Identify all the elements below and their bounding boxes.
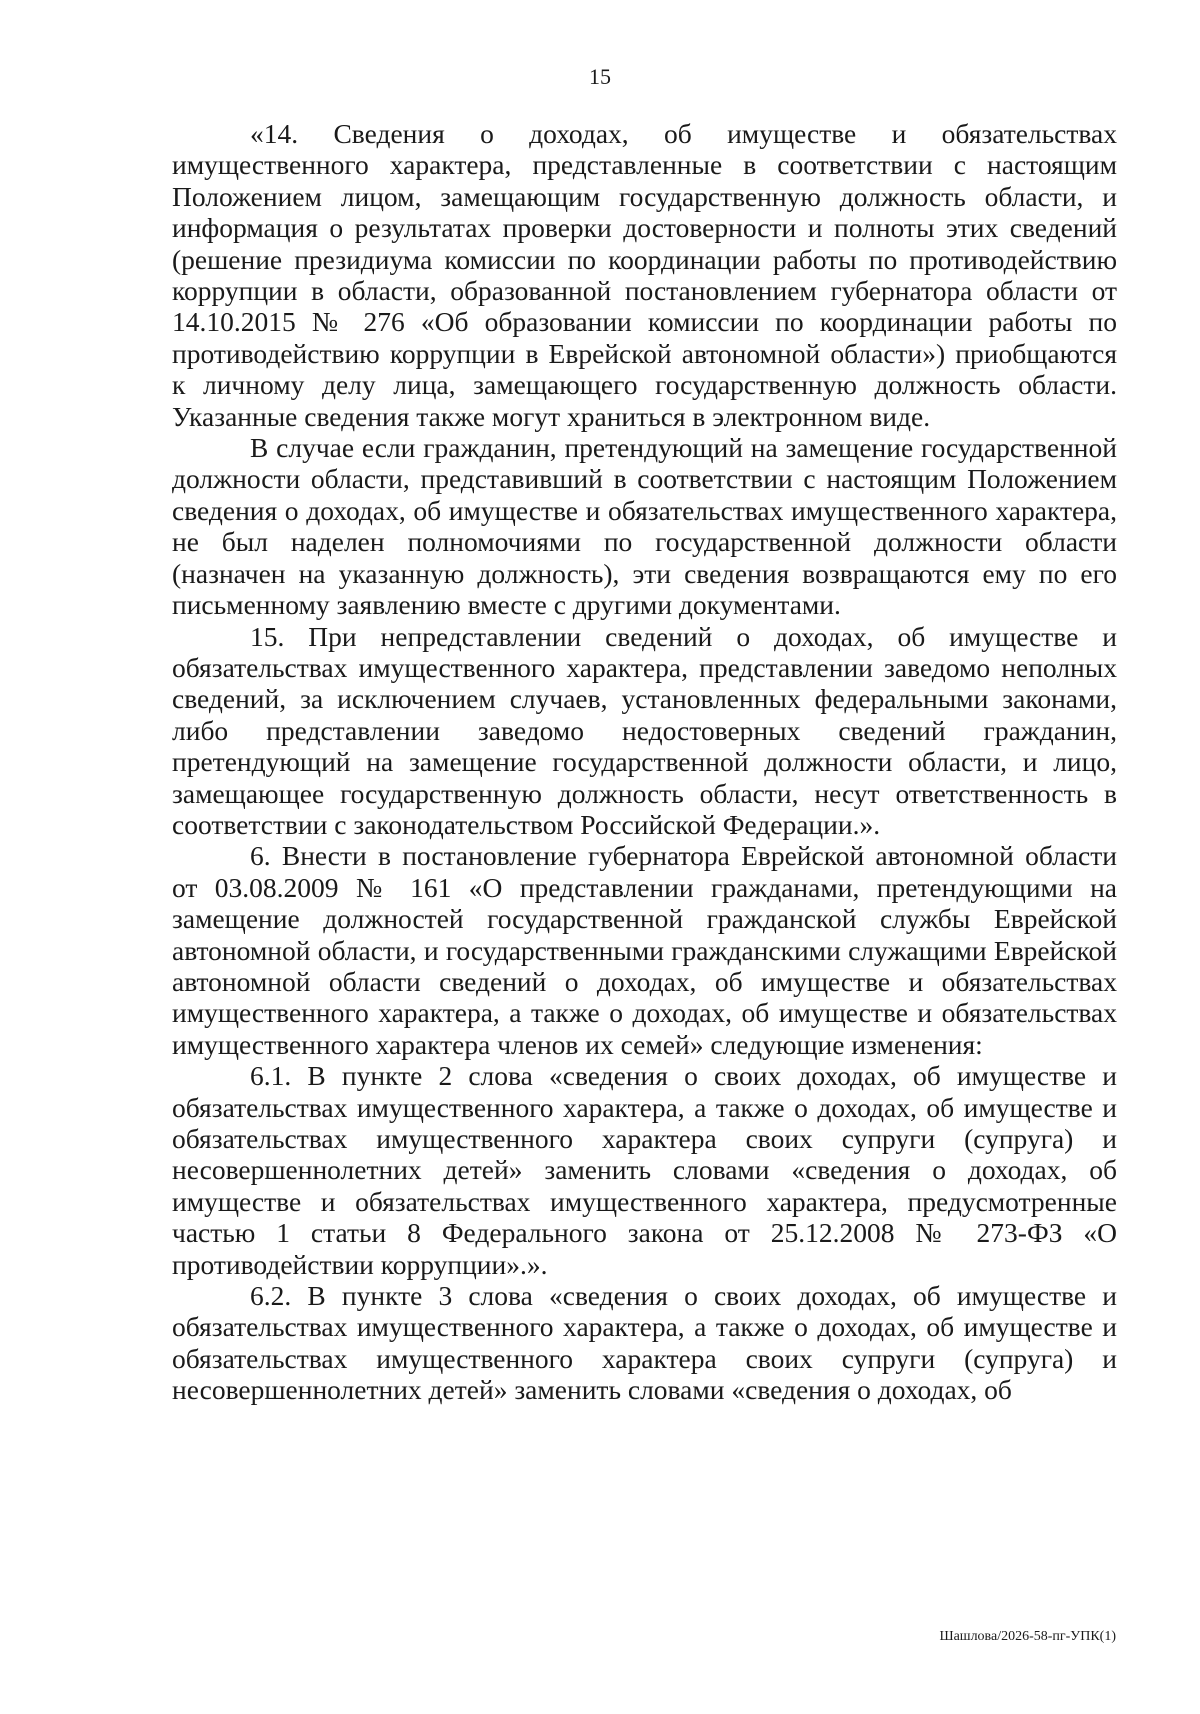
paragraph-return-of-documents: В случае если гражданин, претендующий на замещение государственной должности области, представивший в соответствии с настоящим Положением сведения о доходах, об имуществе и обязательствах имущественного характера, не был наделен полномочиями по государственной должности области (назначен на указанную должность), эти сведения возвращаются ему по его письменному заявлению вместе с другими документами.	[172, 432, 1117, 621]
paragraph-item-14: «14. Сведения о доходах, об имуществе и обязательствах имущественного характера, представленные в соответствии с настоящим Положением лицом, замещающим государственную должность области, и информация о результатах проверки достоверности и полноты этих сведений (решение президиума комиссии по координации работы по противодействию коррупции в области, образованной постановлением губернатора области от 14.10.2015 № 276 «Об образовании комиссии по координации работы по противодействию коррупции в Еврейской автономной области») приобщаются к личному делу лица, замещающего государственную должность области. Указанные сведения также могут храниться в электронном виде.	[172, 118, 1117, 432]
document-footer-code: Шашлова/2026-58-пг-УПК(1)	[939, 1629, 1116, 1644]
document-body	[172, 118, 1117, 1406]
paragraph-amendment-6: 6. Внести в постановление губернатора Еврейской автономной области от 03.08.2009 № 161 «О представлении гражданами, претендующими на замещение должностей государственной гражданской службы Еврейской автономной области, и государственными гражданскими служащими Еврейской автономной области сведений о доходах, об имуществе и обязательствах имущественного характера, а также о доходах, об имуществе и обязательствах имущественного характера членов их семей» следующие изменения:	[172, 840, 1117, 1060]
paragraph-amendment-6-1: 6.1. В пункте 2 слова «сведения о своих доходах, об имуществе и обязательствах имущественного характера, а также о доходах, об имуществе и обязательствах имущественного характера своих супруги (супруга) и несовершеннолетних детей» заменить словами «сведения о доходах, об имуществе и обязательствах имущественного характера, предусмотренные частью 1 статьи 8 Федерального закона от 25.12.2008 № 273-ФЗ «О противодействии коррупции».».	[172, 1060, 1117, 1280]
paragraph-amendment-6-2: 6.2. В пункте 3 слова «сведения о своих доходах, об имуществе и обязательствах имущественного характера, а также о доходах, об имуществе и обязательствах имущественного характера своих супруги (супруга) и несовершеннолетних детей» заменить словами «сведения о доходах, об	[172, 1280, 1117, 1406]
page-number: 15	[589, 64, 611, 89]
paragraph-item-15: 15. При непредставлении сведений о доходах, об имуществе и обязательствах имущественного характера, представлении заведомо неполных сведений, за исключением случаев, установленных федеральными законами, либо представлении заведомо недостоверных сведений гражданин, претендующий на замещение государственной должности области, и лицо, замещающее государственную должность области, несут ответственность в соответствии с законодательством Российской Федерации.».	[172, 620, 1117, 840]
